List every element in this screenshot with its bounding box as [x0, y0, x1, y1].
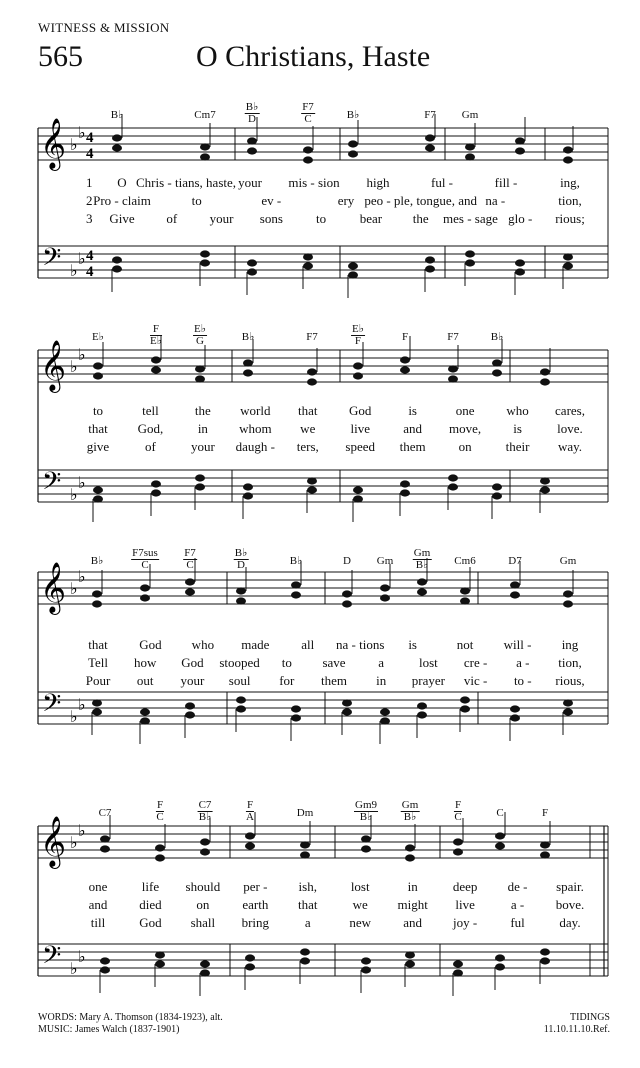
chord-top: F7 — [302, 101, 314, 113]
chord-symbol — [156, 800, 164, 823]
notehead — [405, 960, 415, 967]
chord-bass: G — [196, 335, 204, 347]
notehead — [100, 966, 110, 973]
time-signature: 4 — [86, 146, 94, 162]
notehead — [155, 854, 165, 861]
lyric-syllable: world — [240, 403, 271, 418]
lyric-syllable: mes - sage — [443, 211, 498, 226]
notehead — [155, 844, 165, 851]
chord-symbol — [198, 800, 213, 823]
notehead — [245, 954, 255, 961]
lyric-syllable: high — [366, 175, 390, 190]
lyric-syllable: of — [145, 439, 156, 454]
lyric-syllable: speed — [345, 439, 376, 454]
lyric-syllable: earth — [242, 897, 269, 912]
lyric-syllable: soul — [228, 673, 251, 688]
lyric-syllable: to — [316, 211, 327, 226]
lyric-syllable: ing, — [560, 175, 580, 190]
chord-symbol: Gm — [559, 555, 577, 567]
music-credit: MUSIC: James Walch (1837-1901) — [38, 1024, 180, 1035]
notehead — [453, 848, 463, 855]
bass-clef-icon: 𝄢 — [42, 243, 62, 278]
chord-symbol — [454, 800, 462, 823]
notehead — [200, 960, 210, 967]
chord-symbol: B♭ — [110, 109, 124, 121]
chord-symbol: Cm6 — [454, 555, 476, 567]
lyric-syllable: God — [349, 403, 372, 418]
lyric-syllable: them — [321, 673, 347, 688]
lyric-syllable: per - — [243, 879, 268, 894]
lyric-syllable: and — [403, 421, 423, 436]
lyric-syllable: save — [322, 655, 346, 670]
lyric-syllable: in — [376, 673, 387, 688]
chord-symbol — [234, 548, 249, 571]
notehead — [200, 848, 210, 855]
chord-symbol: B♭ — [346, 109, 360, 121]
lyric-syllable: God, — [137, 421, 164, 436]
lyric-syllable: one — [88, 879, 108, 894]
lyric-syllable: their — [505, 439, 530, 454]
lyric-syllable: on — [458, 439, 472, 454]
lyric-syllable: for — [279, 673, 295, 688]
notehead — [495, 954, 505, 961]
notehead — [300, 957, 310, 964]
lyric-syllable: Give — [109, 211, 135, 226]
lyric-syllable: not — [456, 637, 474, 652]
lyric-syllable: that — [88, 421, 108, 436]
lyric-syllable: to - — [513, 673, 532, 688]
lyric-syllable: love. — [557, 421, 583, 436]
lyric-syllable: ful - — [430, 175, 454, 190]
chord-bass: C — [156, 811, 164, 823]
notehead — [245, 842, 255, 849]
chord-bass: F — [354, 335, 362, 347]
chord-symbol: F7 — [447, 331, 459, 343]
chord-top: Gm9 — [355, 799, 377, 811]
flat-icon: ♭ — [78, 821, 86, 840]
notehead — [155, 951, 165, 958]
bass-clef-icon: 𝄢 — [42, 689, 62, 724]
lyric-syllable: tell — [142, 403, 159, 418]
lyric-syllable: mis - sion — [288, 175, 340, 190]
chord-top: Gm — [401, 799, 419, 811]
bass-clef-icon: 𝄢 — [42, 941, 62, 976]
treble-clef-icon: 𝄞 — [40, 340, 67, 391]
lyric-syllable: bove. — [555, 897, 585, 912]
chord-symbol: C7 — [98, 807, 112, 819]
chord-top: Gm — [413, 547, 431, 559]
lyric-syllable: them — [399, 439, 426, 454]
chord-symbol — [401, 800, 420, 823]
lyric-syllable: day. — [559, 915, 581, 930]
lyric-syllable: vic - — [463, 673, 488, 688]
notehead — [540, 851, 550, 858]
lyric-syllable: and — [403, 915, 423, 930]
lyric-syllable: made — [241, 637, 270, 652]
lyric-syllable: your — [209, 211, 234, 226]
chord-symbol: D7 — [508, 555, 522, 567]
lyric-syllable: in — [407, 879, 418, 894]
lyric-syllable: is — [408, 637, 417, 652]
notehead — [405, 854, 415, 861]
lyric-syllable: the — [194, 403, 211, 418]
lyric-syllable: Pro - claim — [93, 193, 151, 208]
chord-symbol — [351, 324, 365, 347]
chord-symbol: C — [496, 807, 504, 819]
lyric-syllable: might — [397, 897, 428, 912]
meter: 11.10.11.10.Ref. — [543, 1024, 610, 1035]
lyric-syllable: out — [136, 673, 154, 688]
time-signature: 4 — [86, 264, 94, 280]
lyric-syllable: to — [281, 655, 292, 670]
lyric-syllable: deep — [452, 879, 478, 894]
flat-icon: ♭ — [78, 249, 86, 268]
treble-clef-icon: 𝄞 — [40, 816, 67, 867]
chord-symbol — [301, 102, 315, 125]
chord-bass: E♭ — [150, 335, 162, 347]
flat-icon: ♭ — [78, 695, 86, 714]
chord-top: F — [150, 324, 162, 336]
chord-symbol: B♭ — [289, 555, 303, 567]
chord-symbol: E♭ — [92, 331, 104, 343]
chord-symbol — [183, 548, 197, 571]
chord-bass: C — [141, 559, 149, 571]
chord-top: F7 — [184, 547, 196, 559]
lyric-syllable: live — [350, 421, 370, 436]
lyric-syllable: a - — [510, 897, 525, 912]
lyric-syllable: the — [412, 211, 429, 226]
notehead — [245, 832, 255, 839]
chord-symbol: Gm — [461, 109, 479, 121]
notehead — [300, 948, 310, 955]
notehead — [361, 845, 371, 852]
flat-icon: ♭ — [70, 959, 78, 978]
lyric-syllable: that — [88, 637, 108, 652]
lyric-syllable: till — [90, 915, 106, 930]
chord-symbol — [245, 102, 260, 125]
lyric-syllable: whom — [239, 421, 272, 436]
lyric-syllable: ful — [510, 915, 525, 930]
lyric-syllable: we — [300, 421, 316, 436]
chord-bass: D — [237, 559, 245, 571]
chord-symbol: F7 — [306, 331, 318, 343]
lyric-syllable: glo - — [508, 211, 533, 226]
flat-icon: ♭ — [78, 567, 86, 586]
verse-number: 2 — [86, 193, 93, 208]
chord-bass: B♭ — [415, 559, 429, 571]
lyric-syllable: ters, — [296, 439, 319, 454]
lyric-syllable: ery — [337, 193, 355, 208]
chord-top: B♭ — [245, 101, 259, 113]
chord-symbol: F7 — [424, 109, 436, 121]
tune-name: TIDINGS — [570, 1012, 610, 1023]
notehead — [453, 838, 463, 845]
notehead — [453, 969, 463, 976]
lyric-syllable: is — [408, 403, 417, 418]
lyric-syllable: how — [133, 655, 157, 670]
lyric-syllable: tion, — [558, 655, 582, 670]
time-signature: 4 — [86, 248, 94, 264]
lyric-syllable: a — [378, 655, 385, 670]
notehead — [300, 841, 310, 848]
lyric-syllable: peo - ple, tongue, and — [364, 193, 477, 208]
lyric-syllable: who — [506, 403, 529, 418]
time-signature: 4 — [86, 130, 94, 146]
chord-symbol: Cm7 — [194, 109, 216, 121]
lyric-syllable: your — [180, 673, 205, 688]
notehead — [361, 957, 371, 964]
lyric-syllable: on — [196, 897, 210, 912]
flat-icon: ♭ — [70, 707, 78, 726]
lyric-syllable: shall — [190, 915, 216, 930]
notehead — [495, 832, 505, 839]
lyric-syllable: live — [455, 897, 475, 912]
flat-icon: ♭ — [78, 947, 86, 966]
lyric-syllable: new — [349, 915, 372, 930]
lyric-syllable: ing — [561, 637, 579, 652]
chord-symbol: F — [401, 331, 409, 343]
lyric-syllable: na - tions — [336, 637, 385, 652]
lyric-syllable: in — [197, 421, 208, 436]
notehead — [155, 960, 165, 967]
treble-clef-icon: 𝄞 — [40, 562, 67, 613]
chord-symbol: B♭ — [490, 331, 504, 343]
lyric-syllable: God — [139, 637, 162, 652]
lyric-syllable: cares, — [555, 403, 585, 418]
lyric-syllable: na - — [485, 193, 506, 208]
verse-number: 3 — [86, 211, 93, 226]
lyric-syllable: that — [298, 403, 318, 418]
chord-symbol: Dm — [296, 807, 314, 819]
lyric-syllable: bear — [359, 211, 383, 226]
flat-icon: ♭ — [78, 345, 86, 364]
chord-top: C7 — [198, 799, 212, 811]
chord-top: F — [246, 799, 254, 811]
lyric-syllable: sons — [259, 211, 283, 226]
chord-top: E♭ — [352, 323, 364, 335]
lyric-syllable: O — [117, 175, 127, 190]
chord-symbol — [354, 800, 378, 823]
section-label: WITNESS & MISSION — [38, 20, 170, 35]
lyric-syllable: Chris - tians, haste, — [135, 175, 237, 190]
verse-number: 1 — [86, 175, 93, 190]
flat-icon: ♭ — [78, 123, 86, 142]
chord-top: F — [454, 799, 462, 811]
notehead — [245, 963, 255, 970]
chord-symbol — [246, 800, 254, 823]
lyric-syllable: we — [352, 897, 368, 912]
lyric-syllable: de - — [507, 879, 528, 894]
notehead — [453, 960, 463, 967]
chord-bass: D — [248, 113, 256, 125]
chord-bass: A — [246, 811, 254, 823]
lyric-syllable: cre - — [463, 655, 488, 670]
chord-top: E♭ — [194, 323, 206, 335]
chord-symbol — [150, 324, 162, 347]
lyric-syllable: Tell — [87, 655, 109, 670]
flat-icon: ♭ — [78, 473, 86, 492]
lyric-syllable: life — [141, 879, 160, 894]
flat-icon: ♭ — [70, 135, 78, 154]
lyric-syllable: spair. — [556, 879, 584, 894]
chord-bass: B♭ — [359, 811, 373, 823]
lyric-syllable: is — [513, 421, 522, 436]
lyric-syllable: give — [86, 439, 110, 454]
notehead — [100, 957, 110, 964]
words-credit: WORDS: Mary A. Thomson (1834-1923), alt. — [38, 1012, 223, 1023]
chord-symbol: Gm — [376, 555, 394, 567]
chord-bass: C — [186, 559, 194, 571]
chord-bass: C — [304, 113, 312, 125]
notehead — [361, 966, 371, 973]
lyric-syllable: ish, — [298, 879, 317, 894]
chord-symbol — [131, 548, 159, 571]
lyric-syllable: that — [298, 897, 318, 912]
lyric-syllable: your — [238, 175, 262, 190]
chord-bass: B♭ — [198, 811, 212, 823]
chord-bass: B♭ — [403, 811, 417, 823]
notehead — [300, 851, 310, 858]
lyric-syllable: all — [301, 637, 315, 652]
chord-symbol — [413, 548, 432, 571]
lyric-syllable: a — [304, 915, 311, 930]
lyric-syllable: ev - — [261, 193, 282, 208]
lyric-syllable: move, — [449, 421, 482, 436]
lyric-syllable: stooped — [219, 655, 260, 670]
lyric-syllable: God — [181, 655, 204, 670]
notehead — [100, 845, 110, 852]
lyric-syllable: your — [190, 439, 215, 454]
chord-top: F7sus — [132, 547, 158, 559]
lyric-syllable: of — [166, 211, 178, 226]
lyric-syllable: one — [455, 403, 475, 418]
lyric-syllable: to — [191, 193, 202, 208]
lyric-syllable: lost — [350, 879, 370, 894]
lyric-syllable: prayer — [411, 673, 445, 688]
lyric-syllable: rious; — [555, 211, 585, 226]
notehead — [540, 957, 550, 964]
lyric-syllable: will - — [503, 637, 532, 652]
chord-symbol: F — [541, 807, 549, 819]
notehead — [200, 838, 210, 845]
flat-icon: ♭ — [70, 579, 78, 598]
lyric-syllable: who — [191, 637, 215, 652]
notehead — [540, 948, 550, 955]
lyric-syllable: fill - — [494, 175, 518, 190]
lyric-syllable: rious, — [555, 673, 585, 688]
chord-top: F — [156, 799, 164, 811]
notehead — [540, 841, 550, 848]
lyric-syllable: tion, — [558, 193, 582, 208]
chord-symbol: B♭ — [90, 555, 104, 567]
lyric-syllable: lost — [418, 655, 438, 670]
lyric-syllable: Pour — [85, 673, 111, 688]
notehead — [495, 963, 505, 970]
flat-icon: ♭ — [70, 485, 78, 504]
notehead — [405, 844, 415, 851]
flat-icon: ♭ — [70, 833, 78, 852]
lyric-syllable: died — [139, 897, 162, 912]
lyric-syllable: daugh - — [235, 439, 276, 454]
lyric-syllable: way. — [557, 439, 583, 454]
lyric-syllable: should — [185, 879, 221, 894]
chord-bass: C — [454, 811, 462, 823]
notehead — [200, 969, 210, 976]
chord-top: B♭ — [234, 547, 248, 559]
treble-clef-icon: 𝄞 — [40, 118, 67, 169]
notehead — [495, 842, 505, 849]
lyric-syllable: to — [92, 403, 104, 418]
lyric-syllable: bring — [241, 915, 270, 930]
lyric-syllable: joy - — [453, 915, 478, 930]
notehead — [100, 835, 110, 842]
notehead — [361, 835, 371, 842]
hymn-title: O Christians, Haste — [196, 40, 431, 73]
bass-clef-icon: 𝄢 — [42, 467, 62, 502]
lyric-syllable: God — [139, 915, 162, 930]
flat-icon: ♭ — [70, 357, 78, 376]
lyric-syllable: a - — [516, 655, 530, 670]
flat-icon: ♭ — [70, 261, 78, 280]
hymn-number: 565 — [38, 40, 83, 73]
lyric-syllable: and — [88, 897, 108, 912]
chord-symbol: B♭ — [241, 331, 255, 343]
notehead — [405, 951, 415, 958]
chord-symbol: D — [343, 555, 351, 567]
chord-symbol — [193, 324, 207, 347]
